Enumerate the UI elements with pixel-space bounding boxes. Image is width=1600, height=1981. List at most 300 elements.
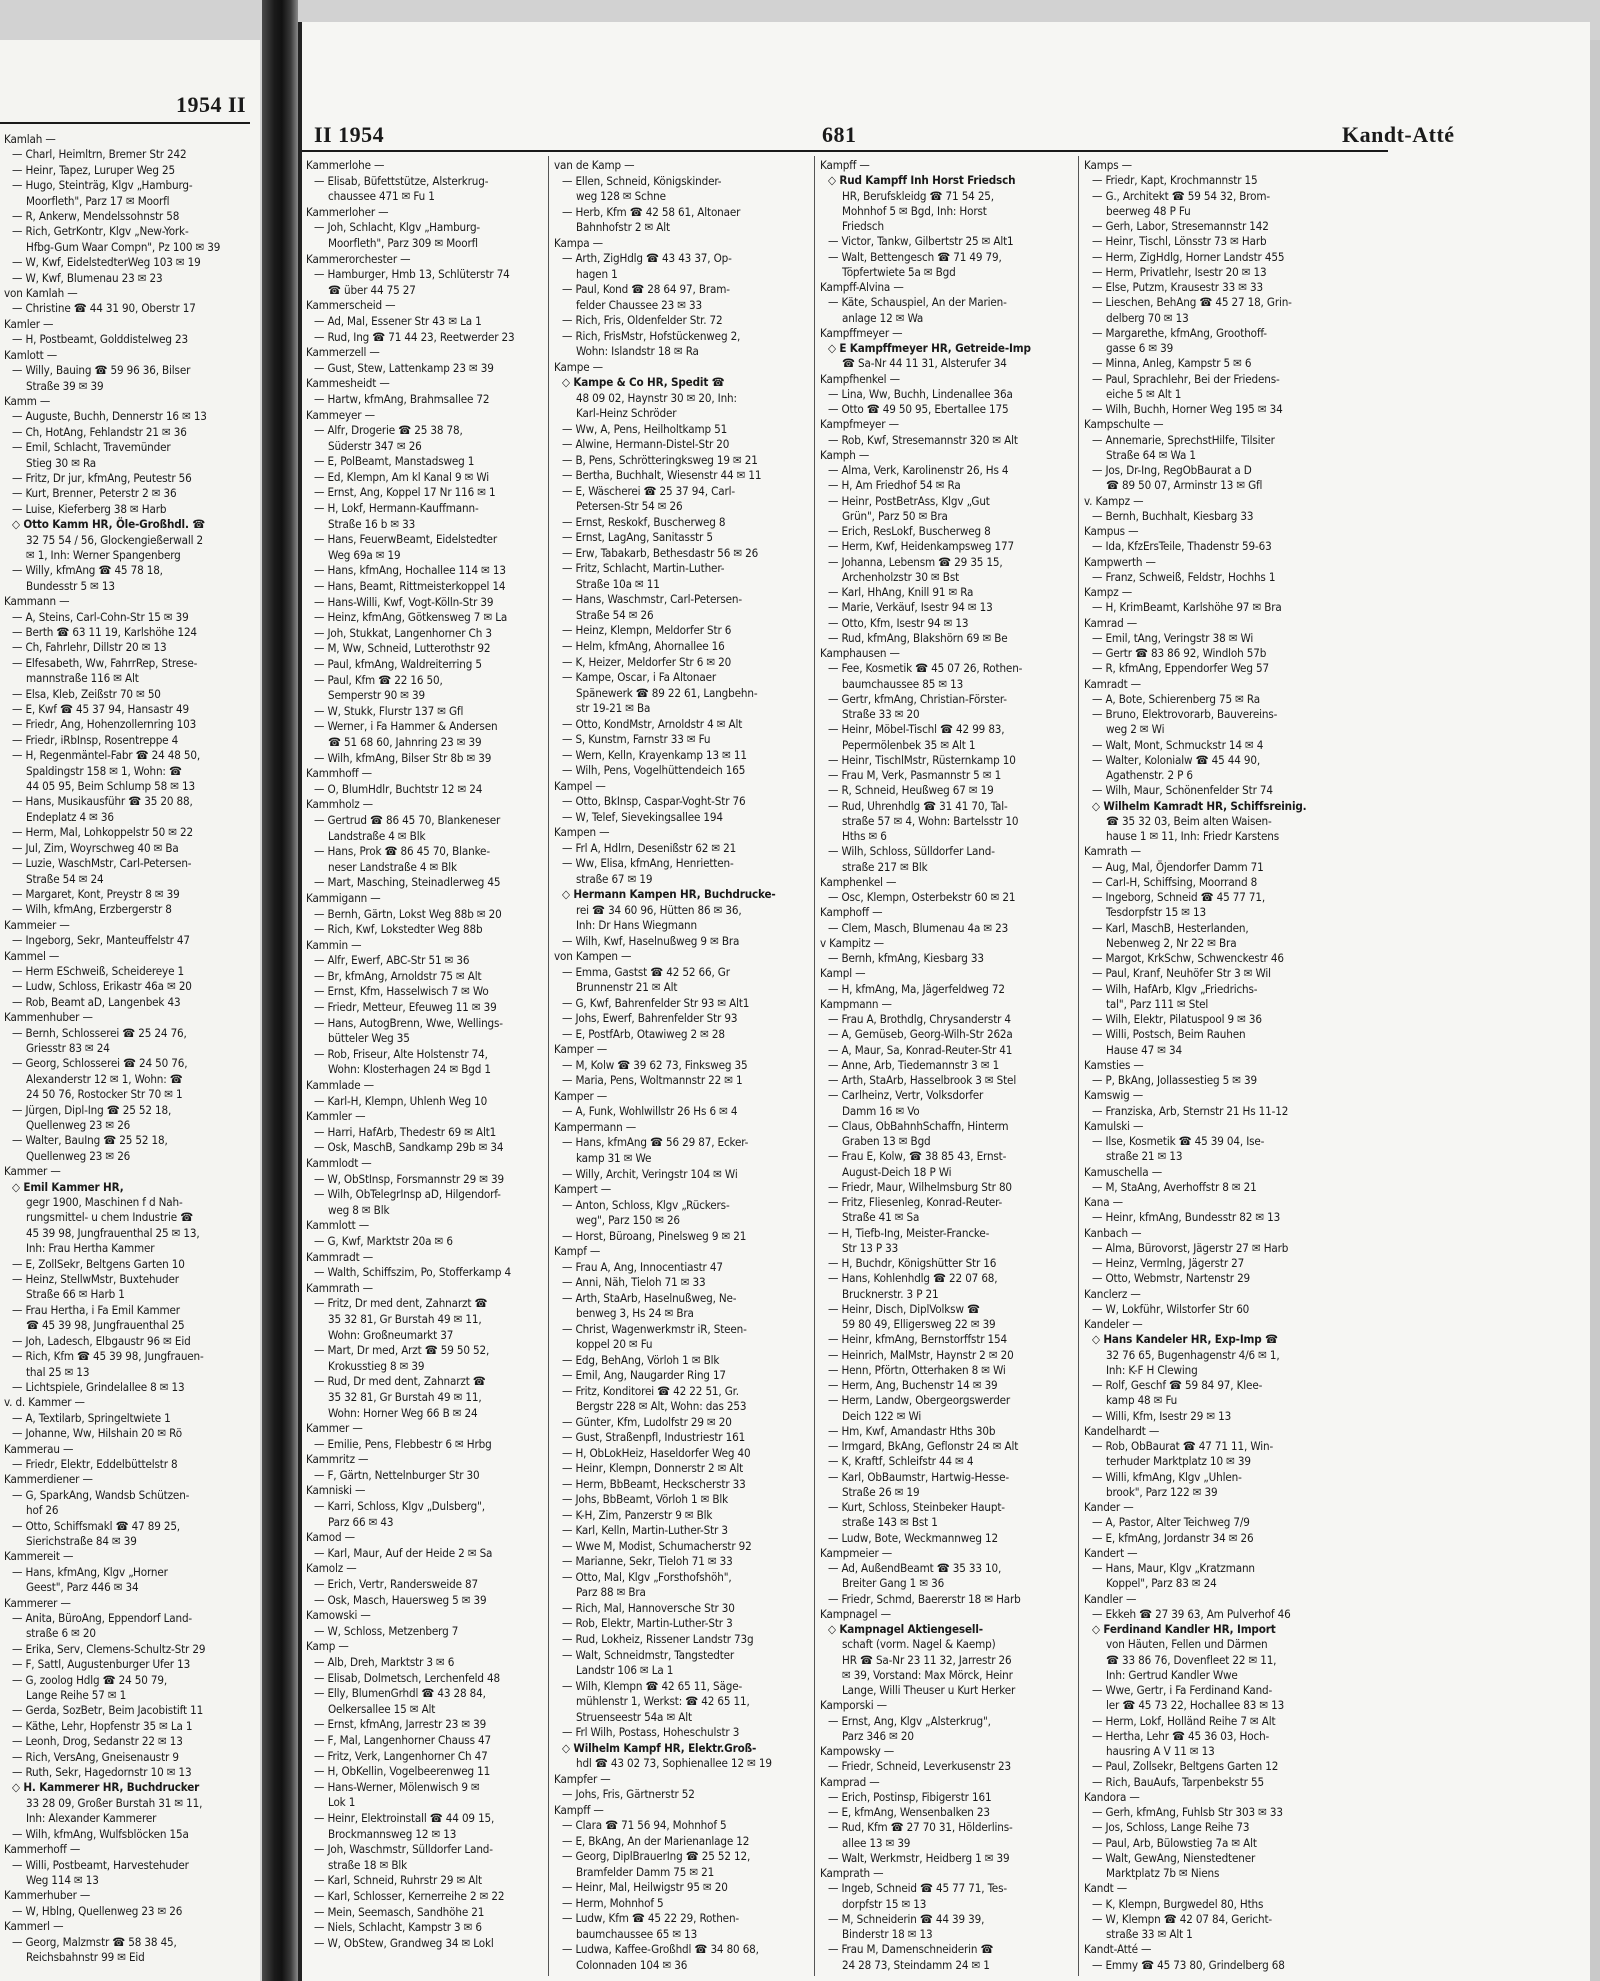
directory-entry: — Gertr ☎ 83 86 92, Windloh 57b [1092,646,1267,660]
directory-entry: Kampwerth — [1084,554,1156,569]
directory-entry: dorpfstr 15 ✉ 13 [842,1896,927,1911]
directory-entry: — Herm, Privatlehr, Isestr 20 ✉ 13 [1092,264,1267,279]
directory-entry: ◇ E Kampffmeyer HR, Getreide-Imp [828,341,1031,355]
directory-entry: ◇ Kampe & Co HR, Spedit ☎ [562,375,725,390]
directory-entry: Colonnaden 104 ✉ 36 [576,1957,688,1972]
directory-entry: Straße 41 ✉ Sa [842,1210,920,1225]
directory-entry: — Heinz, kfmAng, Götkensweg 7 ✉ La [314,610,508,625]
directory-entry: — Elsa, Kleb, Zeißstr 70 ✉ 50 [12,686,161,701]
directory-entry: ◇ Otto Kamm HR, Öle-Großhdl. ☎ [12,517,206,532]
directory-entry: 44 05 95, Beim Schlump 58 ✉ 13 [26,779,195,794]
column-divider-3 [1078,156,1079,1976]
directory-entry: — Käte, Schauspiel, An der Marien- [828,295,1007,310]
directory-entry: — Karl, ObBaumstr, Hartwig-Hesse- [828,1469,1009,1484]
directory-entry: v. d. Kammer — [4,1395,85,1410]
directory-entry: — Wilh, Elektr, Pilatuspool 9 ✉ 36 [1092,1012,1262,1026]
directory-entry: bütteler Weg 35 [328,1031,410,1046]
directory-entry: Kamlah — [4,132,56,146]
directory-entry: — Ingeborg, Schneid ☎ 45 77 71, [1092,890,1266,904]
directory-entry: — Harri, HafArb, Thedestr 69 ✉ Alt1 [314,1124,497,1139]
right-header-rule [302,150,1388,152]
directory-entry: Nebenweg 2, Nr 22 ✉ Bra [1106,935,1237,950]
directory-entry: Kammerscheid — [306,298,396,313]
directory-entry: — W, Telef, Sievekingsallee 194 [562,809,723,824]
directory-entry: 35 32 81, Gr Burstah 49 ✉ 11, [328,1311,482,1326]
directory-entry: von Kampen — [554,949,632,964]
directory-entry: — Rich, BauAufs, Tarpenbekstr 55 [1092,1774,1264,1789]
directory-entry: Brockmannsweg 12 ✉ 13 [328,1826,457,1841]
directory-entry: — M, Kolw ☎ 39 62 73, Finksweg 35 [562,1057,748,1072]
directory-entry: — Heinz, Klempn, Meldorfer Str 6 [562,623,732,638]
directory-entry: Moorfleth", Parz 309 ✉ Moorfl [328,235,478,250]
directory-entry: ☎ 89 50 07, Arminstr 13 ✉ Gfl [1106,478,1263,493]
directory-entry: — Bertha, Buchhalt, Wiesenstr 44 ✉ 11 [562,468,762,483]
directory-entry: — Ch, HotAng, Fehlandstr 21 ✉ 36 [12,424,187,439]
directory-entry: Kandert — [1084,1545,1138,1560]
directory-entry: — Herm, Mohnhof 5 [562,1895,664,1910]
directory-entry: Kampmeier — [820,1545,893,1560]
directory-entry: — A, Pastor, Alter Teichweg 7/9 [1092,1515,1250,1530]
directory-entry: Parz 346 ✉ 20 [842,1728,914,1743]
directory-entry: — Wern, Kelln, Krayenkamp 13 ✉ 11 [562,747,747,762]
directory-entry: — Willi, kfmAng, Klgv „Uhlen- [1092,1469,1242,1484]
directory-entry: Kamphoff — [820,905,883,920]
directory-column-1 [306,158,544,1951]
directory-entry: ◇ Rud Kampff Inh Horst Friedsch [828,173,1016,188]
directory-entry: — Paul, kfmAng, Waldreiterring 5 [314,657,482,671]
directory-entry: 24 28 73, Steindamm 24 ✉ 1 [842,1957,990,1972]
directory-entry: — Karl, MaschB, Hesterlanden, [1092,920,1249,935]
directory-entry: — Rob, Kwf, Stresemannstr 320 ✉ Alt [828,432,1018,447]
directory-entry: — Osk, Masch, Hauersweg 5 ✉ 39 [314,1592,487,1607]
directory-entry: weg 2 ✉ Wi [1106,722,1165,737]
directory-entry: HR ☎ Sa-Nr 23 11 32, Jarrestr 26 [842,1652,1012,1667]
directory-entry: 45 39 98, Jungfrauenthal 25 ✉ 13, [26,1225,200,1240]
directory-entry: Kampmann — [820,996,892,1011]
directory-entry: — Berth ☎ 63 11 19, Karlshöhe 124 [12,625,197,639]
directory-entry: — Elisab, Büfettstütze, Alsterkrug- [314,173,489,188]
directory-entry: Kampf — [554,1244,601,1259]
directory-entry: — E, BkAng, An der Marienanlage 12 [562,1833,750,1848]
directory-entry: — Ludw, Bote, Weckmannweg 12 [828,1530,998,1545]
directory-entry: 33 28 09, Großer Burstah 31 ✉ 11, [26,1795,203,1810]
directory-entry: — Ed, Klempn, Am kl Kanal 9 ✉ Wi [314,469,490,484]
directory-entry: Kammhoff — [306,766,372,781]
directory-entry: — W, ObStew, Grandweg 34 ✉ Lokl [314,1935,494,1950]
directory-entry: — Lina, Ww, Buchh, Lindenallee 36a [828,386,1013,401]
directory-entry: — G, Kwf, Bahrenfelder Str 93 ✉ Alt1 [562,995,750,1010]
directory-entry: Breiter Gang 1 ✉ 36 [842,1576,945,1591]
directory-entry: — H, Tiefb-Ing, Meister-Francke- [828,1225,990,1240]
directory-entry: — Frl Wilh, Postass, Hoheschulstr 3 [562,1725,740,1740]
directory-entry: — Luise, Kieferberg 38 ✉ Harb [12,501,167,516]
directory-entry: 32 75 54 / 56, Glockengießerwall 2 [26,532,204,547]
directory-entry: Kammerzell — [306,345,380,360]
directory-entry: — E, PolBeamt, Manstadsweg 1 [314,454,475,469]
directory-entry: — Willi, Postbeamt, Harvestehuder [12,1857,189,1872]
directory-entry: gasse 6 ✉ 39 [1106,341,1174,355]
directory-entry: — Heinr, Klempn, Donnerstr 2 ✉ Alt [562,1461,744,1476]
directory-entry: Kampfmeyer — [820,417,899,432]
directory-entry: — Claus, ObBahnhSchaffn, Hinterm [828,1118,1009,1133]
directory-entry: — Walt, Bettengesch ☎ 71 49 79, [828,249,1002,264]
directory-entry: Petersen-Str 54 ✉ 26 [576,499,683,514]
directory-entry: — Paul, Arb, Bülowstieg 7a ✉ Alt [1092,1835,1257,1850]
directory-entry: — Friedr, Ang, Hohenzollernring 103 [12,717,197,732]
directory-entry: — Hamburger, Hmb 13, Schlüterstr 74 [314,267,510,282]
directory-entry: Bergstr 228 ✉ Alt, Wohn: das 253 [576,1399,747,1414]
directory-entry: Kandt — [1084,1881,1128,1896]
directory-entry: — Br, kfmAng, Arnoldstr 75 ✉ Alt [314,968,482,983]
directory-entry: Straße 33 ✉ 20 [842,707,920,721]
directory-entry: — Gust, Stew, Lattenkamp 23 ✉ 39 [314,360,494,375]
directory-entry: — Friedr, Maur, Wilhelmsburg Str 80 [828,1179,1012,1194]
directory-entry: — Hans, Beamt, Rittmeisterkoppel 14 [314,579,506,594]
directory-entry: — Anne, Arb, Tiedemannstr 3 ✉ 1 [828,1057,1000,1072]
directory-entry: Kammlade — [306,1078,374,1093]
directory-entry: Kamuschella — [1084,1164,1162,1179]
directory-entry: Spänewerk ☎ 89 22 61, Langbehn- [576,685,758,700]
directory-column-3 [820,158,1074,1973]
directory-entry: — Wilh, Buchh, Horner Weg 195 ✉ 34 [1092,402,1283,416]
directory-entry: — Ernst, Ang, Klgv „Alsterkrug", [828,1713,991,1728]
directory-entry: — Johs, BbBeamt, Vörloh 1 ✉ Blk [562,1492,729,1507]
left-page-column [4,132,254,1965]
directory-entry: straße 57 ✉ 4, Wohn: Bartelsstr 10 [842,813,1019,828]
directory-entry: ☎ 51 68 60, Jahnring 23 ✉ 39 [328,734,482,749]
directory-entry: Kammann — [4,594,70,609]
directory-entry: — Rich, Kfm ☎ 45 39 98, Jungfrauen- [12,1349,204,1364]
directory-entry: Struenseestr 54a ✉ Alt [576,1709,692,1724]
directory-entry: — Alma, Verk, Karolinenstr 26, Hs 4 [828,463,1009,477]
directory-entry: anlage 12 ✉ Wa [842,310,924,325]
directory-entry: — Johs, Ewerf, Bahrenfelder Str 93 [562,1011,738,1026]
directory-entry: koppel 20 ✉ Fu [576,1337,653,1352]
directory-entry: — Hans, Waschmstr, Carl-Petersen- [562,592,742,607]
directory-entry: weg", Parz 150 ✉ 26 [576,1213,680,1228]
directory-entry: — Carl-H, Schiffsing, Moorrand 8 [1092,874,1258,889]
directory-entry: Kampff — [820,158,870,172]
directory-entry: Lok 1 [328,1795,356,1810]
directory-entry: — Walt, Werkmstr, Heidberg 1 ✉ 39 [828,1850,1010,1865]
directory-entry: — Karl, HhAng, Knill 91 ✉ Ra [828,585,974,599]
directory-entry: Straße 66 ✉ Harb 1 [26,1287,125,1302]
directory-entry: — Rud, kfmAng, Blakshörn 69 ✉ Be [828,630,1008,645]
directory-entry: — Kampe, Oscar, i Fa Altonaer [562,670,716,685]
directory-entry: — Ingeborg, Sekr, Manteuffelstr 47 [12,933,190,948]
directory-entry: straße 217 ✉ Blk [842,859,928,874]
directory-entry: Kandt-Atté — [1084,1942,1152,1957]
directory-entry: — Ernst, Kfm, Hasselwisch 7 ✉ Wo [314,984,489,999]
directory-entry: Inh: Alexander Kammerer [26,1811,157,1826]
directory-entry: — Anita, BüroAng, Eppendorf Land- [12,1611,193,1625]
directory-entry: — P, BkAng, Jollassestieg 5 ✉ 39 [1092,1073,1258,1087]
directory-entry: — Walt, GewAng, Nienstedtener [1092,1850,1256,1865]
directory-entry: Stieg 30 ✉ Ra [26,455,97,470]
directory-entry: — Alfr, Drogerie ☎ 25 38 78, [314,423,463,438]
directory-entry: straße 6 ✉ 20 [26,1626,96,1641]
directory-entry: — Osc, Klempn, Osterbekstr 60 ✉ 21 [828,890,1016,904]
directory-entry: — Paul, Kranf, Neuhöfer Str 3 ✉ Wil [1092,966,1271,981]
directory-entry: ◇ H. Kammerer HR, Buchdrucker [12,1780,200,1795]
directory-entry: Kamlott — [4,347,58,362]
directory-entry: schaft (vorm. Nagel & Kaemp) [842,1637,996,1652]
directory-entry: — Jul, Zim, Woyrschweg 40 ✉ Ba [12,840,179,855]
directory-entry: Inh: Dr Hans Wiegmann [576,918,697,933]
directory-entry: — F, Gärtn, Nettelnburger Str 30 [314,1467,480,1482]
directory-entry: — Heinr, TischlMstr, Rüsternkamp 10 [828,752,1016,767]
directory-entry: Semperstr 90 ✉ 39 [328,688,426,703]
directory-entry: — Kurt, Schloss, Steinbeker Haupt- [828,1500,1005,1514]
directory-entry: — Heinz, Vermlng, Jägerstr 27 [1092,1256,1245,1270]
directory-entry: — Emil, Ang, Naugarder Ring 17 [562,1368,726,1383]
directory-entry: — Erich, Postinsp, Fibigerstr 161 [828,1789,992,1804]
directory-entry: — Johanna, Lebensm ☎ 29 35 15, [828,554,1003,569]
directory-entry: Kampen — [554,825,610,840]
directory-entry: Kammerdiener — [4,1472,93,1487]
directory-entry: Kammlodt — [306,1156,372,1170]
directory-entry: — G, zoolog Hdlg ☎ 24 50 79, [12,1672,168,1687]
directory-entry: — Bernh, Gärtn, Lokst Weg 88b ✉ 20 [314,906,502,921]
directory-entry: — Alb, Dreh, Marktstr 3 ✉ 6 [314,1655,455,1669]
directory-entry: Wohn: Islandstr 18 ✉ Ra [576,344,699,359]
directory-entry: — Horst, Büroang, Pinelsweg 9 ✉ 21 [562,1228,747,1243]
directory-entry: Krokusstieg 8 ✉ 39 [328,1358,425,1373]
directory-entry: — Karl, Schlosser, Kernerreihe 2 ✉ 22 [314,1888,505,1903]
directory-entry: ✉ 39, Vorstand: Max Mörck, Heinr [842,1667,1013,1682]
directory-entry: — Rich, VersAng, Gneisenaustr 9 [12,1749,179,1764]
directory-entry: terhuder Marktplatz 10 ✉ 39 [1106,1454,1251,1469]
directory-entry: — Otto, KondMstr, Arnoldstr 4 ✉ Alt [562,716,743,731]
directory-entry: — Herm, ZigHdlg, Horner Landstr 455 [1092,249,1285,264]
directory-entry: 32 76 65, Bugenhagenstr 4/6 ✉ 1, [1106,1347,1280,1362]
directory-entry: rungsmittel- u chem Industrie ☎ [26,1210,194,1225]
directory-entry: — W, Kwf, EidelstedterWeg 103 ✉ 19 [12,255,201,270]
directory-entry: — Friedr, Metteur, Efeuweg 11 ✉ 39 [314,1000,497,1015]
directory-entry: — Mart, Dr med, Arzt ☎ 59 50 52, [314,1343,490,1358]
directory-entry: — Kurt, Brenner, Peterstr 2 ✉ 36 [12,486,177,501]
directory-entry: — Arth, ZigHdlg ☎ 43 43 37, Op- [562,251,732,266]
directory-entry: — Helm, kfmAng, Ahornallee 16 [562,638,725,653]
book-spine [262,0,298,1981]
directory-entry: — Emma, Gastst ☎ 42 52 66, Gr [562,964,730,979]
directory-entry: — E, ZollSekr, Beltgens Garten 10 [12,1256,185,1271]
directory-entry: — Victor, Tankw, Gilbertstr 25 ✉ Alt1 [828,234,1014,249]
directory-entry: Kamm — [4,393,51,408]
directory-entry: Deich 122 ✉ Wi [842,1408,922,1423]
directory-entry: beerweg 48 P Fu [1106,203,1191,218]
directory-entry: — Ilse, Kosmetik ☎ 45 39 04, Ise- [1092,1134,1265,1148]
directory-entry: Lange Reihe 57 ✉ 1 [26,1688,127,1703]
directory-entry: Kamswig — [1084,1088,1144,1103]
directory-entry: — Gerh, kfmAng, Fuhlsb Str 303 ✉ 33 [1092,1805,1283,1819]
directory-entry: — Karl, Kelln, Martin-Luther-Str 3 [562,1523,728,1538]
directory-entry: — Gerh, Labor, Stresemannstr 142 [1092,219,1269,233]
directory-entry: Kammerorchester — [306,251,411,266]
directory-entry: — Friedr, Kapt, Krochmannstr 15 [1092,173,1258,188]
directory-entry: — Jos, Schloss, Lange Reihe 73 [1092,1820,1250,1835]
directory-entry: kamp 31 ✉ We [576,1151,652,1165]
directory-entry: — Herm, Lokf, Holländ Reihe 7 ✉ Alt [1092,1713,1276,1728]
directory-entry: Quellenweg 23 ✉ 26 [26,1148,131,1163]
directory-entry: ◇ Emil Kammer HR, [12,1179,124,1194]
directory-entry: Kamsties — [1084,1057,1144,1072]
directory-entry: August-Deich 18 P Wi [842,1164,952,1179]
directory-entry: — Hans, Kohlenhdlg ☎ 22 07 68, [828,1271,998,1286]
directory-entry: Kammigann — [306,890,381,905]
directory-entry: — Georg, Schlosserei ☎ 24 50 76, [12,1056,188,1071]
directory-entry: Archenholzstr 30 ✉ Bst [842,569,960,584]
directory-entry: rei ☎ 34 60 96, Hütten 86 ✉ 36, [576,902,742,917]
directory-entry: Moorfleth", Parz 17 ✉ Moorfl [26,193,170,208]
directory-entry: — Georg, DiplBrauerIng ☎ 25 52 12, [562,1849,751,1864]
directory-entry: — Emmy ☎ 45 73 80, Grindelberg 68 [1092,1957,1285,1972]
directory-entry: Kandelhardt — [1084,1423,1160,1438]
directory-entry: Kammerhuber — [4,1888,91,1903]
directory-entry: hdl ☎ 43 02 73, Sophienallee 12 ✉ 19 [576,1756,772,1771]
directory-entry: ◇ Wilhelm Kampf HR, Elektr.Groß- [562,1740,757,1755]
directory-entry: — Heinr, Mal, Heilwigstr 95 ✉ 20 [562,1880,728,1895]
directory-entry: Kammerl — [4,1919,64,1934]
directory-entry: Kammerhoff — [4,1842,81,1857]
column-divider-2 [814,156,815,1976]
directory-entry: — Hm, Kwf, Amandastr Hths 30b [828,1423,996,1438]
directory-entry: — Rob, Beamt aD, Langenbek 43 [12,994,181,1009]
directory-entry: Kamolz — [306,1561,357,1576]
directory-entry: Hause 47 ✉ 34 [1106,1042,1182,1057]
directory-entry: — M, StaAng, Averhoffstr 8 ✉ 21 [1092,1179,1257,1194]
directory-entry: Kamrad — [1084,615,1138,630]
directory-entry: — Ernst, LagAng, Sanitasstr 5 [562,530,713,545]
directory-entry: — Rich, Kwf, Lokstedter Weg 88b [314,922,483,937]
directory-entry: Kamper — [554,1042,608,1057]
directory-entry: — Otto, BkInsp, Caspar-Voght-Str 76 [562,794,746,809]
directory-entry: hagen 1 [576,266,618,281]
column-divider-1 [548,156,549,1976]
directory-entry: Kamler — [4,316,54,331]
directory-entry: — Ludw, Kfm ☎ 45 22 29, Rothen- [562,1911,740,1926]
directory-entry: — Herb, Kfm ☎ 42 58 61, Altonaer [562,204,741,219]
directory-entry: — Karri, Schloss, Klgv „Dulsberg", [314,1499,485,1514]
directory-entry: — Lichtspiele, Grindelallee 8 ✉ 13 [12,1379,185,1394]
directory-entry: Kanbach — [1084,1225,1142,1240]
directory-entry: neser Landstraße 4 ✉ Blk [328,859,457,874]
directory-entry: kamp 48 ✉ Fu [1106,1393,1178,1408]
directory-entry: Weg 69a ✉ 19 [328,547,401,562]
directory-entry: — Leonh, Drog, Sedanstr 22 ✉ 13 [12,1734,183,1749]
directory-entry: — A, Maur, Sa, Konrad-Reuter-Str 41 [828,1042,1013,1057]
directory-entry: — Fritz, Dr jur, kfmAng, Peutestr 56 [12,470,192,485]
directory-entry: — H, Lokf, Hermann-Kauffmann- [314,501,479,516]
directory-entry: Grün", Parz 50 ✉ Bra [842,508,948,523]
directory-entry: Tesdorpfstr 15 ✉ 13 [1106,905,1207,920]
directory-entry: — Bruno, Elektrovorarb, Bauvereins- [1092,707,1278,721]
directory-entry: Wohn: Großneumarkt 37 [328,1327,454,1342]
directory-entry: Kampa — [554,235,603,250]
directory-entry: Kammerau — [4,1441,74,1456]
directory-entry: Kammereit — [4,1549,74,1564]
directory-entry: — Joh, Schlacht, Klgv „Hamburg- [314,220,481,235]
directory-entry: — Gerda, SozBetr, Beim Jacobistift 11 [12,1703,204,1718]
directory-entry: allee 13 ✉ 39 [842,1835,911,1850]
directory-entry: — Walt, Schneidmstr, Tangstedter [562,1647,735,1662]
directory-entry: — Fritz, Fliesenleg, Konrad-Reuter- [828,1195,1003,1209]
directory-entry: — Carlheinz, Vertr, Volksdorfer [828,1088,984,1103]
directory-entry: van de Kamp — [554,158,635,172]
directory-entry: 24 50 76, Rostocker Str 70 ✉ 1 [26,1087,183,1102]
directory-entry: — Jürgen, Dipl-Ing ☎ 25 52 18, [12,1102,172,1117]
left-page [0,40,260,1981]
directory-entry: Kampert — [554,1182,611,1197]
directory-entry: — Christine ☎ 44 31 90, Oberstr 17 [12,301,196,316]
directory-entry: — A, Bote, Schierenberg 75 ✉ Ra [1092,691,1260,706]
directory-entry: ◇ Hermann Kampen HR, Buchdrucke- [562,887,776,902]
directory-entry: — Aug, Mal, Öjendorfer Damm 71 [1092,859,1264,874]
directory-entry: — Margarethe, kfmAng, Groothoff- [1092,325,1267,340]
directory-entry: — H, Buchdr, Königshütter Str 16 [828,1256,997,1270]
directory-entry: Griesstr 83 ✉ 24 [26,1040,110,1055]
directory-entry: — Arth, StaArb, Hasselbrook 3 ✉ Stel [828,1073,1017,1087]
directory-entry: straße 18 ✉ Blk [328,1857,407,1872]
directory-entry: ◇ Ferdinand Kandler HR, Import [1092,1622,1276,1636]
directory-entry: — Gust, Straßenpfl, Industriestr 161 [562,1430,746,1445]
directory-entry: — Gertrud ☎ 86 45 70, Blankeneser [314,812,501,827]
directory-entry: — Otto, Mal, Klgv „Forsthofshöh", [562,1569,732,1584]
directory-entry: — Herm, Landw, Obergeorgswerder [828,1393,1011,1408]
directory-entry: — Otto, Webmstr, Nartenstr 29 [1092,1271,1251,1286]
directory-entry: Graben 13 ✉ Bgd [842,1134,931,1148]
directory-entry: Friedsch [842,219,884,233]
right-page [298,22,1590,1981]
directory-entry: — Heinr, kfmAng, Bundesstr 82 ✉ 13 [1092,1210,1281,1225]
directory-entry: — H, Regenmäntel-Fabr ☎ 24 48 50, [12,748,200,763]
directory-entry: Straße 54 ✉ 24 [26,871,104,886]
directory-entry: — R, Ankerw, Mendelssohnstr 58 [12,209,180,224]
directory-entry: — H, ObKellin, Vogelbeerenweg 11 [314,1764,491,1779]
directory-entry: — Mart, Masching, Steinadlerweg 45 [314,875,501,890]
directory-entry: brook", Parz 122 ✉ 39 [1106,1484,1218,1499]
directory-entry: — Marie, Verkäuf, Isestr 94 ✉ 13 [828,600,993,615]
directory-entry: — Karl-H, Klempn, Uhlenh Weg 10 [314,1093,488,1108]
directory-entry: Inh: Frau Hertha Kammer [26,1241,155,1256]
directory-entry: Kamphausen — [820,646,900,660]
directory-entry: — S, Kunstm, Farnstr 33 ✉ Fu [562,732,711,747]
directory-entry: Mohnhof 5 ✉ Bgd, Inh: Horst [842,203,987,218]
directory-entry: — A, Gemüseb, Georg-Wilh-Str 262a [828,1027,1013,1042]
directory-entry: — A, Textilarb, Springeltwiete 1 [12,1410,171,1425]
directory-entry: — Frau A, Brothdlg, Chrysanderstr 4 [828,1012,1011,1026]
directory-entry: Kammin — [306,937,362,952]
directory-entry: — R, kfmAng, Eppendorfer Weg 57 [1092,661,1269,676]
directory-entry: Parz 66 ✉ 43 [328,1514,394,1529]
directory-entry: ☎ 35 32 03, Beim alten Waisen- [1106,813,1272,828]
directory-entry: — Elfesabeth, Ww, FahrrRep, Strese- [12,655,198,670]
directory-entry: Wohn: Horner Weg 66 B ✉ 24 [328,1405,478,1420]
directory-entry: — Herm, Mal, Lohkoppelstr 50 ✉ 22 [12,825,194,840]
directory-entry: — Hans, kfmAng ☎ 56 29 87, Ecker- [562,1135,749,1150]
directory-entry: Kampz — [1084,585,1132,599]
directory-entry: — Herm, Kwf, Heidenkampsweg 177 [828,539,1014,554]
directory-entry: — Wilh, ObTelegrInsp aD, Hilgendorf- [314,1187,501,1202]
directory-entry: — Wilh, Klempn ☎ 42 65 11, Säge- [562,1678,743,1693]
directory-entry: — Hans-Willi, Kwf, Vogt-Kölln-Str 39 [314,594,494,609]
directory-entry: Kammrath — [306,1280,373,1295]
directory-entry: — Rich, FrisMstr, Hofstückenweg 2, [562,328,741,343]
directory-entry: — Willy, kfmAng ☎ 45 78 18, [12,563,163,578]
directory-entry: — Franziska, Arb, Sternstr 21 Hs 11-12 [1092,1103,1289,1118]
directory-entry: — Hans, FeuerwBeamt, Eidelstedter [314,532,497,547]
directory-entry: — Alfr, Ewerf, ABC-Str 51 ✉ 36 [314,953,470,968]
